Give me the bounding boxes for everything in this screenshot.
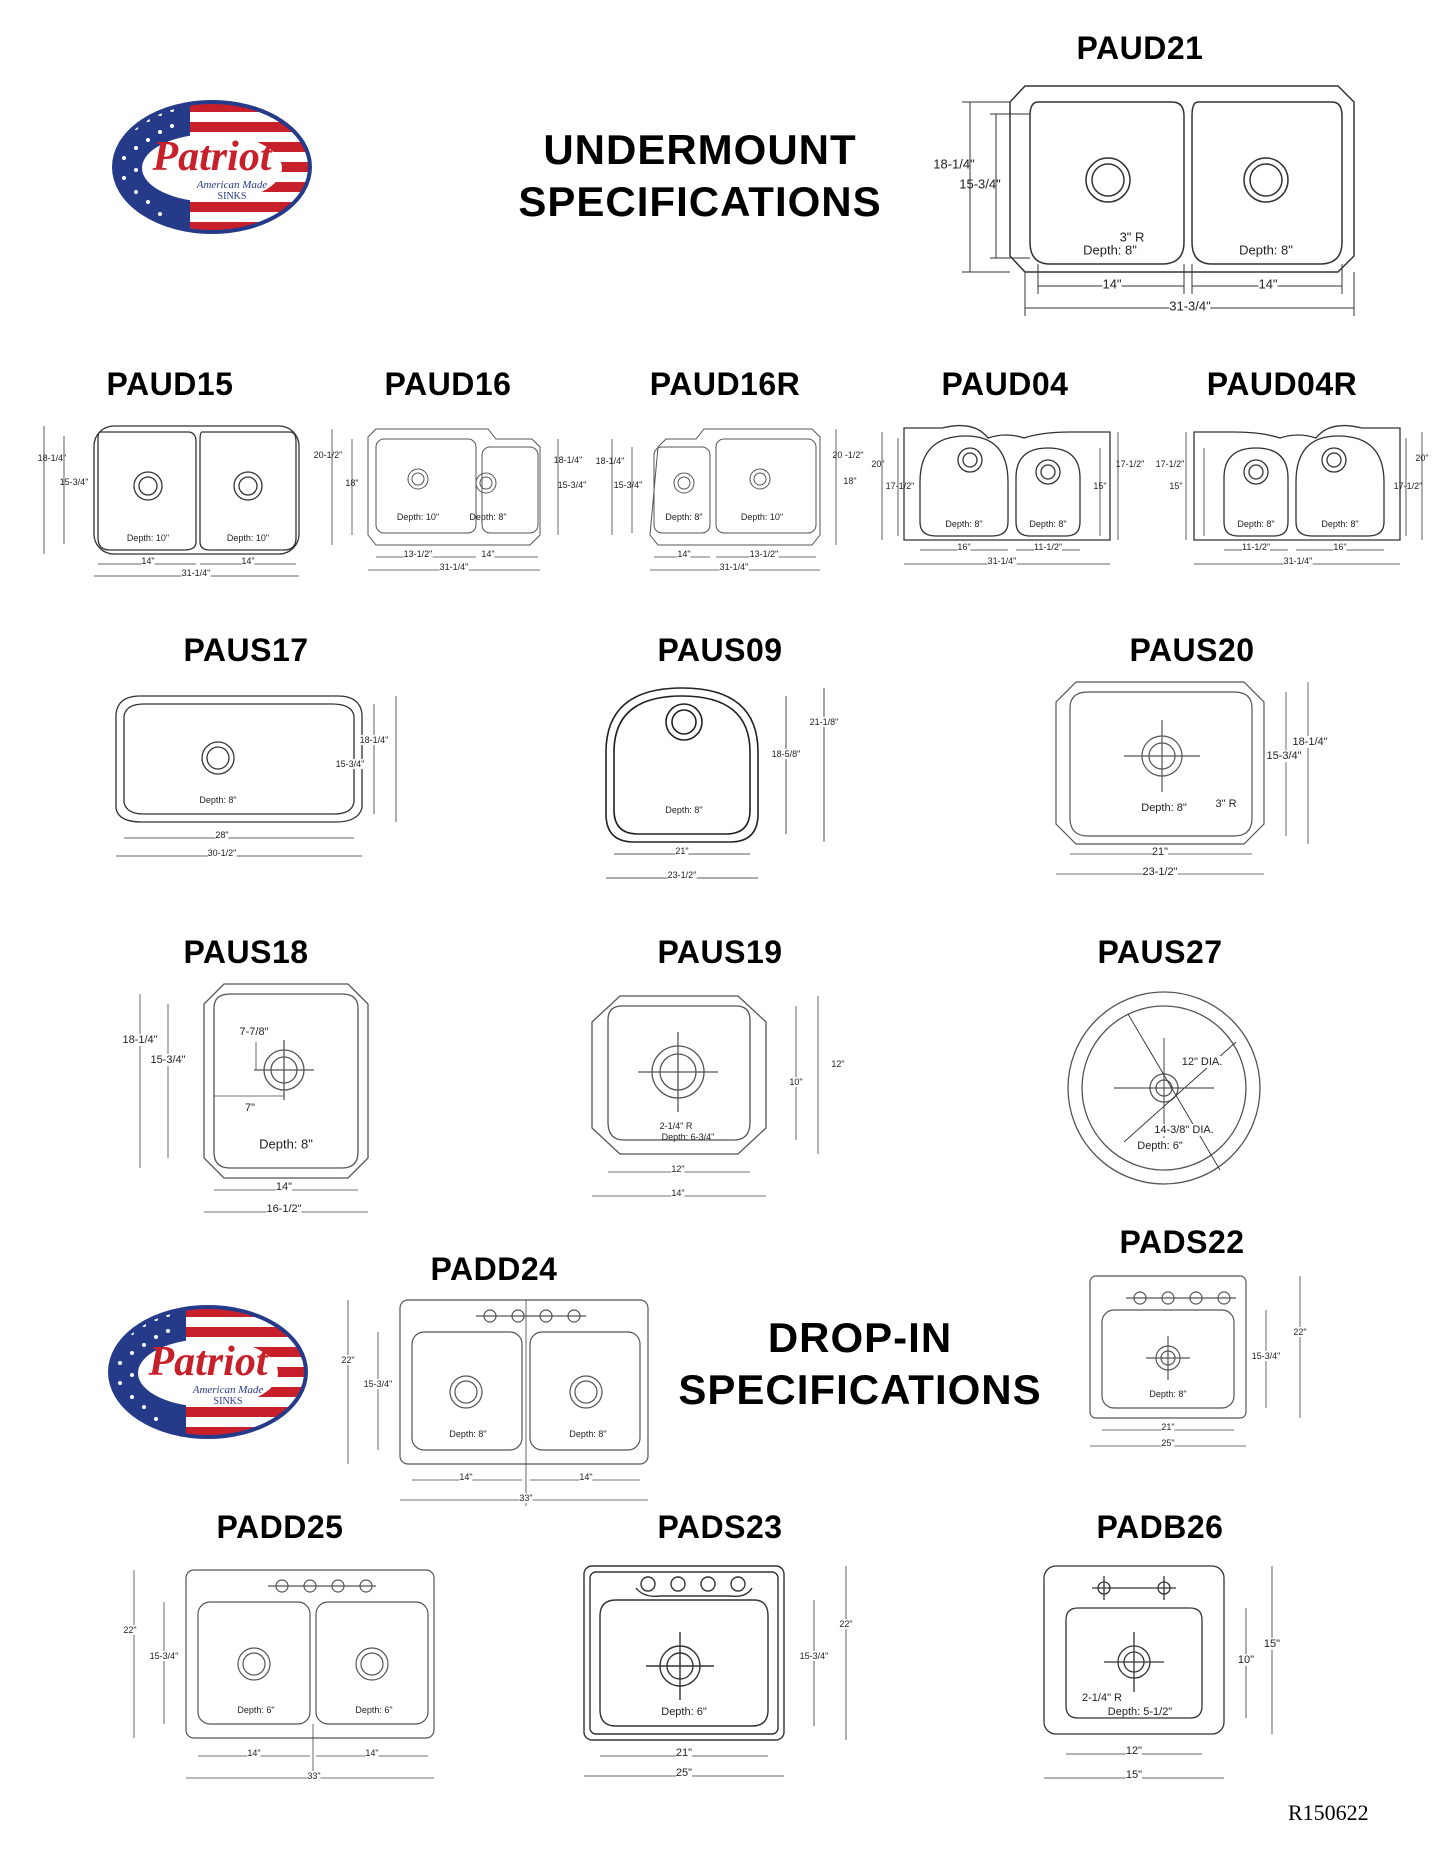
depth-label: Depth: 6" <box>237 1705 275 1715</box>
dim-label: 14" <box>141 556 155 566</box>
dim-label: 11-1/2" <box>1033 542 1063 552</box>
depth-label: Depth: 8" <box>469 512 507 522</box>
dim-label: 20 -1/2" <box>832 450 864 460</box>
dim-label: 14-3/8" DIA. <box>1154 1124 1214 1136</box>
dim-label: 22" <box>839 1619 853 1629</box>
model-title: PADB26 <box>1096 1509 1224 1545</box>
undermount-heading-line1: UNDERMOUNT <box>543 126 857 173</box>
dim-label: 33" <box>307 1771 321 1781</box>
dim-label: 12" DIA. <box>1181 1056 1223 1068</box>
drawing-PAUS20 <box>1054 678 1334 888</box>
dim-label: 22" <box>341 1355 355 1365</box>
svg-text:American Made: American Made <box>192 1384 264 1396</box>
depth-label: Depth: 6" <box>355 1705 393 1715</box>
dim-label: 21" <box>1161 1422 1175 1432</box>
dim-label: 14" <box>671 1188 685 1198</box>
dim-label: 18-1/4" <box>1292 736 1328 748</box>
dim-label: 31-3/4" <box>1169 298 1211 314</box>
depth-label: Depth: 10" <box>126 533 170 543</box>
dim-label: 17-1/2" <box>885 481 915 491</box>
revision-code: R150622 <box>1288 1800 1369 1825</box>
dim-label: 15-3/4" <box>59 477 89 487</box>
dim-label: 28" <box>215 830 229 840</box>
dim-label: 20" <box>871 459 885 469</box>
depth-label: Depth: 6" <box>1137 1140 1183 1152</box>
model-title: PAUD21 <box>1076 30 1204 66</box>
dim-label: 15-3/4" <box>613 480 643 490</box>
depth-label: Depth: 6" <box>661 1706 707 1718</box>
dim-label: 3" R <box>1215 798 1237 810</box>
dim-label: 15-3/4" <box>799 1651 829 1661</box>
model-title: PAUD15 <box>106 366 234 402</box>
dim-label: 31-1/4" <box>439 562 469 572</box>
dim-label: 14" <box>579 1472 593 1482</box>
dim-label: 30-1/2" <box>207 848 237 858</box>
depth-label: Depth: 8" <box>449 1429 487 1439</box>
dim-label: 14" <box>1102 276 1122 292</box>
dim-label: 31-1/4" <box>987 556 1017 566</box>
dim-label: 14" <box>247 1748 261 1758</box>
depth-label: Depth: 10" <box>396 512 440 522</box>
depth-label: Depth: 8" <box>1239 242 1293 258</box>
dim-label: 14" <box>459 1472 473 1482</box>
dim-label: 22" <box>1293 1327 1307 1337</box>
patriot-logo-bottom <box>106 1303 311 1441</box>
dim-label: 15-3/4" <box>1266 750 1302 762</box>
depth-label: Depth: 10" <box>740 512 784 522</box>
dim-label: 10" <box>789 1077 803 1087</box>
dim-label: 14" <box>365 1748 379 1758</box>
model-title: PADS22 <box>1119 1224 1245 1260</box>
dim-label: 16" <box>1333 542 1347 552</box>
model-title: PADS23 <box>657 1509 783 1545</box>
depth-label: Depth: 10" <box>226 533 270 543</box>
dim-label: 25" <box>675 1767 693 1779</box>
depth-label: Depth: 8" <box>199 795 237 805</box>
dim-label: 23-1/2" <box>1142 866 1178 878</box>
dim-label: 7-7/8" <box>239 1026 269 1038</box>
dim-label: 10" <box>1237 1654 1255 1666</box>
dropin-heading <box>640 1312 1080 1416</box>
dim-label: 7" <box>244 1102 256 1114</box>
dim-label: 18-1/4" <box>553 455 583 465</box>
dim-label: 31-1/4" <box>181 568 211 578</box>
drawing-PADD25 <box>118 1566 448 1784</box>
depth-label: Depth: 6-3/4" <box>661 1132 715 1142</box>
model-title: PAUD04 <box>941 366 1069 402</box>
drawing-PAUD04 <box>871 422 1152 578</box>
undermount-heading-line2: SPECIFICATIONS <box>518 178 882 225</box>
dim-label: 15" <box>1169 481 1183 491</box>
drawing-PAUD16R <box>595 425 870 575</box>
dim-label: 14" <box>1258 276 1278 292</box>
model-title: PAUS20 <box>1129 632 1255 668</box>
dim-label: 18-1/4" <box>359 735 389 745</box>
dim-label: 12" <box>671 1164 685 1174</box>
model-title: PAUD16 <box>384 366 512 402</box>
model-title: PAUS19 <box>657 934 783 970</box>
model-title: PAUS09 <box>657 632 783 668</box>
depth-label: Depth: 8" <box>665 805 703 815</box>
dim-label: 15-3/4" <box>150 1054 186 1066</box>
dim-label: 21" <box>675 1747 693 1759</box>
dim-label: 33" <box>519 1493 533 1503</box>
drawing-PAUD16 <box>313 425 590 575</box>
dim-label: 31-1/4" <box>719 562 749 572</box>
dim-label: 13-1/2" <box>749 549 779 559</box>
dim-label: 15" <box>1263 1638 1281 1650</box>
dim-label: 2-1/4" R <box>659 1121 693 1131</box>
dim-label: 12" <box>831 1059 845 1069</box>
drawing-PAUS18 <box>116 980 376 1220</box>
depth-label: Depth: 5-1/2" <box>1107 1706 1173 1718</box>
drawing-PAUD21 <box>933 80 1360 320</box>
depth-label: Depth: 8" <box>1149 1389 1187 1399</box>
dim-label: 15" <box>1125 1769 1143 1781</box>
dropin-heading-line2: SPECIFICATIONS <box>678 1366 1042 1413</box>
dim-label: 15-3/4" <box>557 480 587 490</box>
model-title: PADD25 <box>216 1509 344 1545</box>
svg-text:Patriot: Patriot <box>148 1339 268 1385</box>
drawing-PADD24 <box>336 1296 660 1510</box>
dim-label: 18-1/4" <box>37 453 67 463</box>
drawing-PAUD15 <box>38 420 308 580</box>
dim-label: 21" <box>675 846 689 856</box>
depth-label: Depth: 8" <box>569 1429 607 1439</box>
drawing-PAUD04R <box>1152 422 1430 578</box>
dim-label: 11-1/2" <box>1241 542 1271 552</box>
dim-label: 13-1/2" <box>403 549 433 559</box>
depth-label: Depth: 8" <box>1083 242 1137 258</box>
dim-label: 15" <box>1093 481 1107 491</box>
dim-label: 18" <box>843 476 857 486</box>
dim-label: 17-1/2" <box>1155 459 1185 469</box>
dim-label: 14" <box>275 1181 293 1193</box>
dim-label: 18-1/4" <box>122 1034 158 1046</box>
dim-label: 18-1/4" <box>933 156 975 172</box>
dim-label: 23-1/2" <box>667 870 697 880</box>
depth-label: Depth: 8" <box>1029 519 1067 529</box>
undermount-heading <box>480 124 920 228</box>
dim-label: 14" <box>677 549 691 559</box>
dim-label: 15-3/4" <box>1251 1351 1281 1361</box>
model-title: PAUD04R <box>1206 366 1358 402</box>
drawing-PAUS19 <box>588 992 878 1204</box>
depth-label: Depth: 8" <box>945 519 983 529</box>
dim-label: 20-1/2" <box>313 450 343 460</box>
dim-label: 15-3/4" <box>335 759 365 769</box>
svg-text:SINKS: SINKS <box>213 1396 243 1407</box>
depth-label: Depth: 8" <box>259 1136 313 1152</box>
dim-label: 12" <box>1125 1745 1143 1757</box>
depth-label: Depth: 8" <box>1237 519 1275 529</box>
dim-label: 18-1/4" <box>595 456 625 466</box>
drawing-PAUS17 <box>106 690 406 870</box>
dim-label: 17-1/2" <box>1393 481 1423 491</box>
svg-text:American Made: American Made <box>196 179 268 191</box>
dim-label: 15-3/4" <box>149 1651 179 1661</box>
svg-text:Patriot: Patriot <box>152 134 272 180</box>
dim-label: 14" <box>241 556 255 566</box>
drawing-PADB26 <box>1040 1560 1310 1788</box>
dim-label: 22" <box>123 1625 137 1635</box>
dim-label: 25" <box>1161 1438 1175 1448</box>
svg-text:SINKS: SINKS <box>217 191 247 202</box>
dim-label: 17-1/2" <box>1115 459 1145 469</box>
dim-label: 16-1/2" <box>266 1203 302 1215</box>
drawing-PAUS09 <box>598 682 858 888</box>
model-title: PAUS18 <box>183 934 309 970</box>
dim-label: 2-1/4" R <box>1082 1692 1122 1704</box>
dim-label: 20" <box>1415 453 1429 463</box>
model-title: PAUS27 <box>1097 934 1223 970</box>
dim-label: 15-3/4" <box>363 1379 393 1389</box>
dim-label: 14" <box>481 549 495 559</box>
depth-label: Depth: 8" <box>1141 802 1187 814</box>
depth-label: Depth: 8" <box>665 512 703 522</box>
dim-label: 18-5/8" <box>771 749 801 759</box>
drawing-PADS23 <box>580 1560 870 1786</box>
drawing-PADS22 <box>1086 1272 1316 1468</box>
dim-label: 21-1/8" <box>809 717 839 727</box>
drawing-PAUS27 <box>1064 986 1264 1190</box>
model-title: PAUS17 <box>183 632 309 668</box>
dim-label: 16" <box>957 542 971 552</box>
dim-label: 15-3/4" <box>959 176 1001 192</box>
dim-label: 18" <box>345 478 359 488</box>
model-title: PADD24 <box>430 1251 558 1287</box>
dim-label: 21" <box>1151 846 1169 858</box>
patriot-logo-top <box>110 98 315 236</box>
dropin-heading-line1: DROP-IN <box>767 1314 953 1361</box>
model-title: PAUD16R <box>649 366 801 402</box>
dim-label: 3" R <box>1119 229 1145 245</box>
dim-label: 31-1/4" <box>1283 556 1313 566</box>
depth-label: Depth: 8" <box>1321 519 1359 529</box>
